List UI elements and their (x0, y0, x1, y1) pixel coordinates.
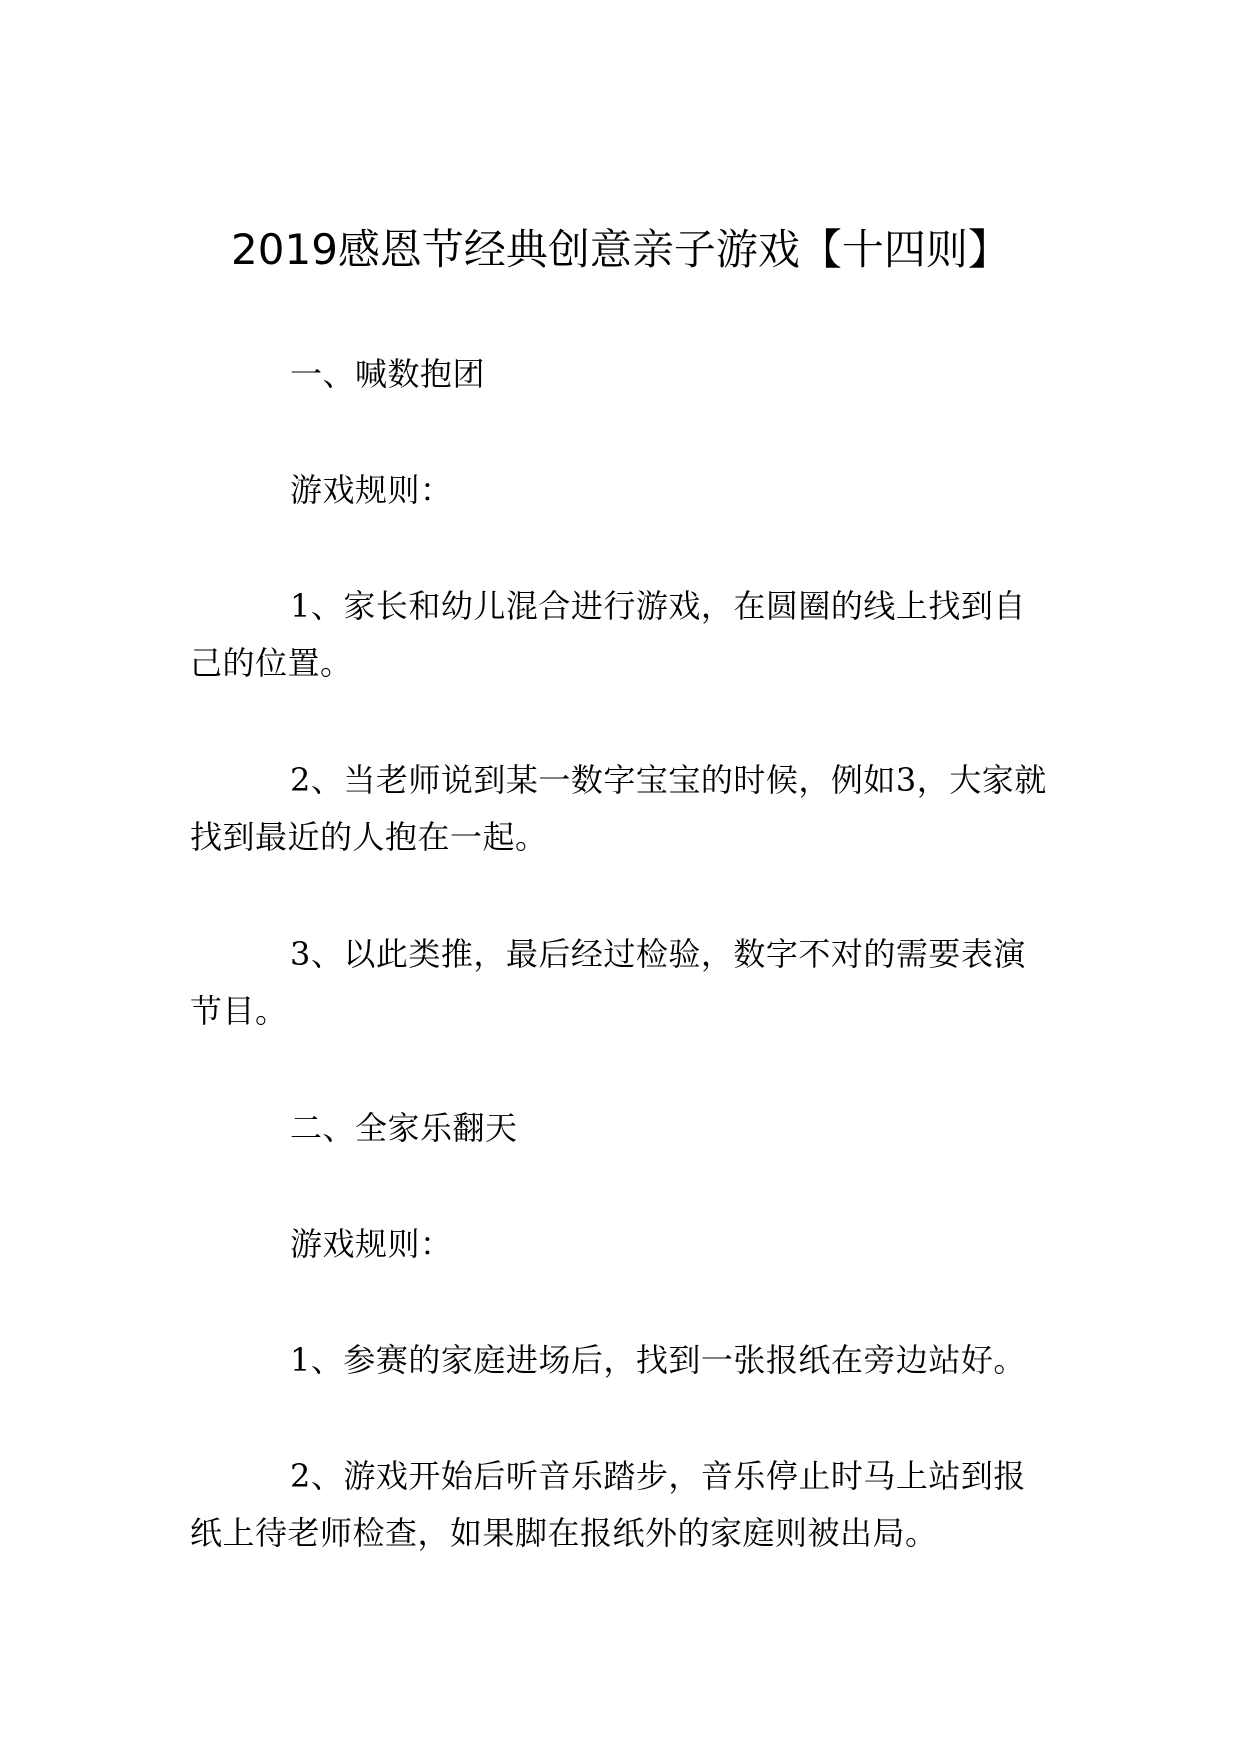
rules-label-2: 游戏规则： (290, 1225, 453, 1263)
rule-paragraph: 2、游戏开始后听音乐踏步，音乐停止时马上站到报纸上待老师检查，如果脚在报纸外的家庭则被出局。 (190, 1457, 1026, 1552)
section-heading-2: 二、全家乐翻天 (290, 1109, 518, 1147)
rule-paragraph: 3、以此类推，最后经过检验，数字不对的需要表演节目。 (190, 935, 1026, 1030)
rule-paragraph: 2、当老师说到某一数字宝宝的时候，例如3，大家就找到最近的人抱在一起。 (190, 761, 1047, 856)
section-heading-1: 一、喊数抱团 (290, 355, 486, 393)
rule-paragraph: 1、家长和幼儿混合进行游戏，在圆圈的线上找到自己的位置。 (190, 587, 1026, 682)
rules-label-1: 游戏规则： (290, 471, 453, 509)
document-title: 2019感恩节经典创意亲子游戏【十四则】 (231, 225, 1010, 274)
rule-paragraph: 1、参赛的家庭进场后，找到一张报纸在旁边站好。 (290, 1341, 1026, 1379)
